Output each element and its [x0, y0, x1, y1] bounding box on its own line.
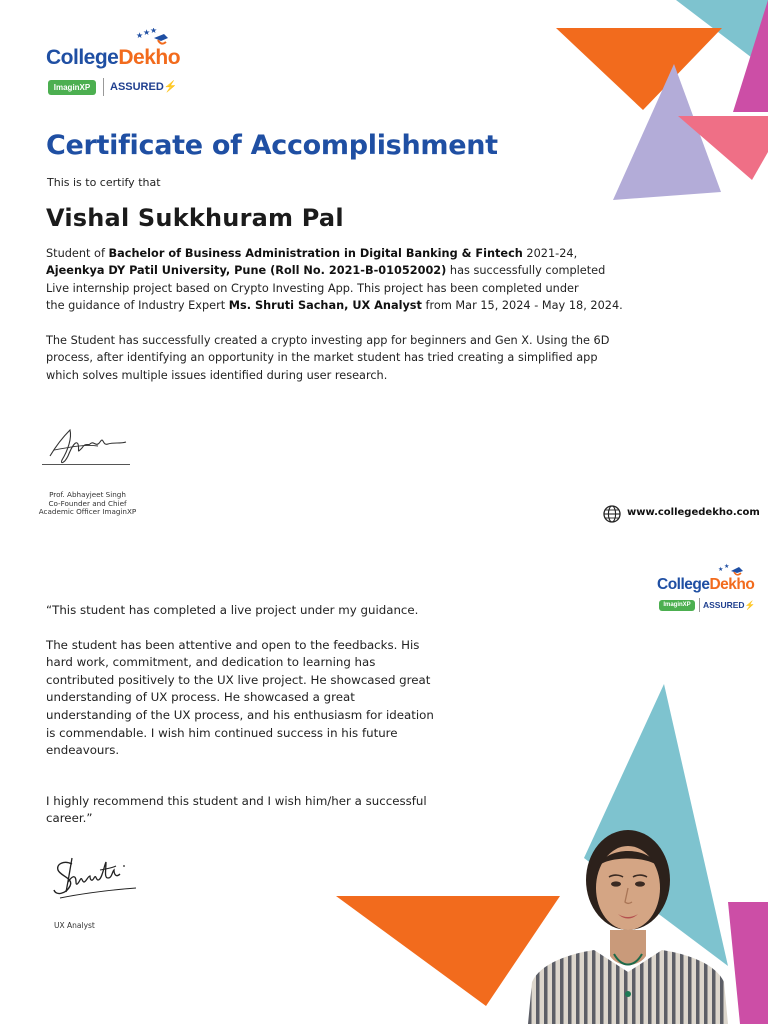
recipient-name: Vishal Sukkhuram Pal — [46, 204, 344, 232]
expert-portrait — [528, 822, 728, 1024]
university-roll: Ajeenkya DY Patil University, Pune (Roll No. 2021-B-01052002) — [46, 264, 447, 278]
certificate-details: Student of Bachelor of Business Administration in Digital Banking & Fintech 2021-24, Ajeenkya DY Patil University, Pune (Roll No. 2021-B-01052002) has successfully completed Live internship project based on Crypto Investing App. This project has been completed under the guidance of Industry Expert Ms. Shruti Sachan, UX Analyst from Mar 15, 2024 - May 18, 2024. — [46, 245, 646, 314]
signature-shruti — [50, 852, 146, 904]
signatory-title-2: Academic Officer ImaginXP — [38, 507, 137, 517]
assured-label: ASSURED⚡ — [110, 81, 178, 93]
signatory-details — [30, 491, 145, 517]
certify-line: This is to certify that — [47, 176, 161, 189]
project-line: Live internship project based on Crypto Investing App. This project has been completed under — [46, 281, 579, 295]
signature-line — [42, 464, 130, 465]
svg-text:★: ★ — [143, 28, 151, 37]
brand-dekho: Dekho — [709, 576, 755, 593]
website-link[interactable]: www.collegedekho.com — [627, 507, 760, 518]
svg-text:★: ★ — [724, 563, 730, 570]
certificate-title: Certificate of Accomplishment — [46, 130, 498, 161]
brand-college: College — [46, 46, 119, 69]
signature-role: UX Analyst — [54, 921, 95, 930]
testimonial-paragraph: The student has been attentive and open to the feedbacks. His hard work, commitment, and dedication to learning has contributed positively to the UX live project. He showcased great understanding of UX process. He showcased a great understanding of the UX process, and his enthusiasm for ideation is commendable. I wish him continued success in his future endeavours. — [46, 637, 434, 758]
brand-dekho: Dekho — [118, 46, 181, 69]
bolt-icon: ⚡ — [163, 81, 178, 93]
project-description: The Student has successfully created a crypto investing app for beginners and Gen X. Using the 6D process, after identifying an opportunity in the market student has tried creating a simplified app which solves multiple issues identified during user research. — [46, 334, 610, 382]
program-name: Bachelor of Business Administration in Digital Banking & Fintech — [108, 247, 523, 260]
logo-divider — [699, 598, 700, 612]
brand-college: College — [657, 576, 710, 593]
expert-name: Ms. Shruti Sachan, UX Analyst — [228, 298, 422, 312]
svg-text:★: ★ — [718, 566, 724, 573]
imaginxp-badge: ImaginXP — [48, 80, 96, 95]
signatory-title-1: Co-Founder and Chief — [48, 498, 127, 508]
globe-icon — [603, 505, 621, 523]
collegedekho-logo-secondary — [657, 563, 757, 615]
testimonial-paragraph: I highly recommend this student and I wish him/her a successful career.” — [46, 793, 427, 826]
svg-text:★: ★ — [136, 31, 144, 40]
decorative-shapes-top — [540, 0, 768, 210]
logo-divider — [103, 78, 104, 96]
signatory-name: Prof. Abhayjeet Singh — [49, 490, 126, 499]
collegedekho-logo — [46, 28, 186, 100]
svg-text:★: ★ — [150, 28, 158, 35]
imaginxp-badge: ImaginXP — [659, 600, 695, 611]
bolt-icon: ⚡ — [744, 600, 756, 610]
testimonial-paragraph: “This student has completed a live project under my guidance. — [46, 603, 419, 617]
assured-label: ASSURED⚡ — [703, 600, 756, 610]
